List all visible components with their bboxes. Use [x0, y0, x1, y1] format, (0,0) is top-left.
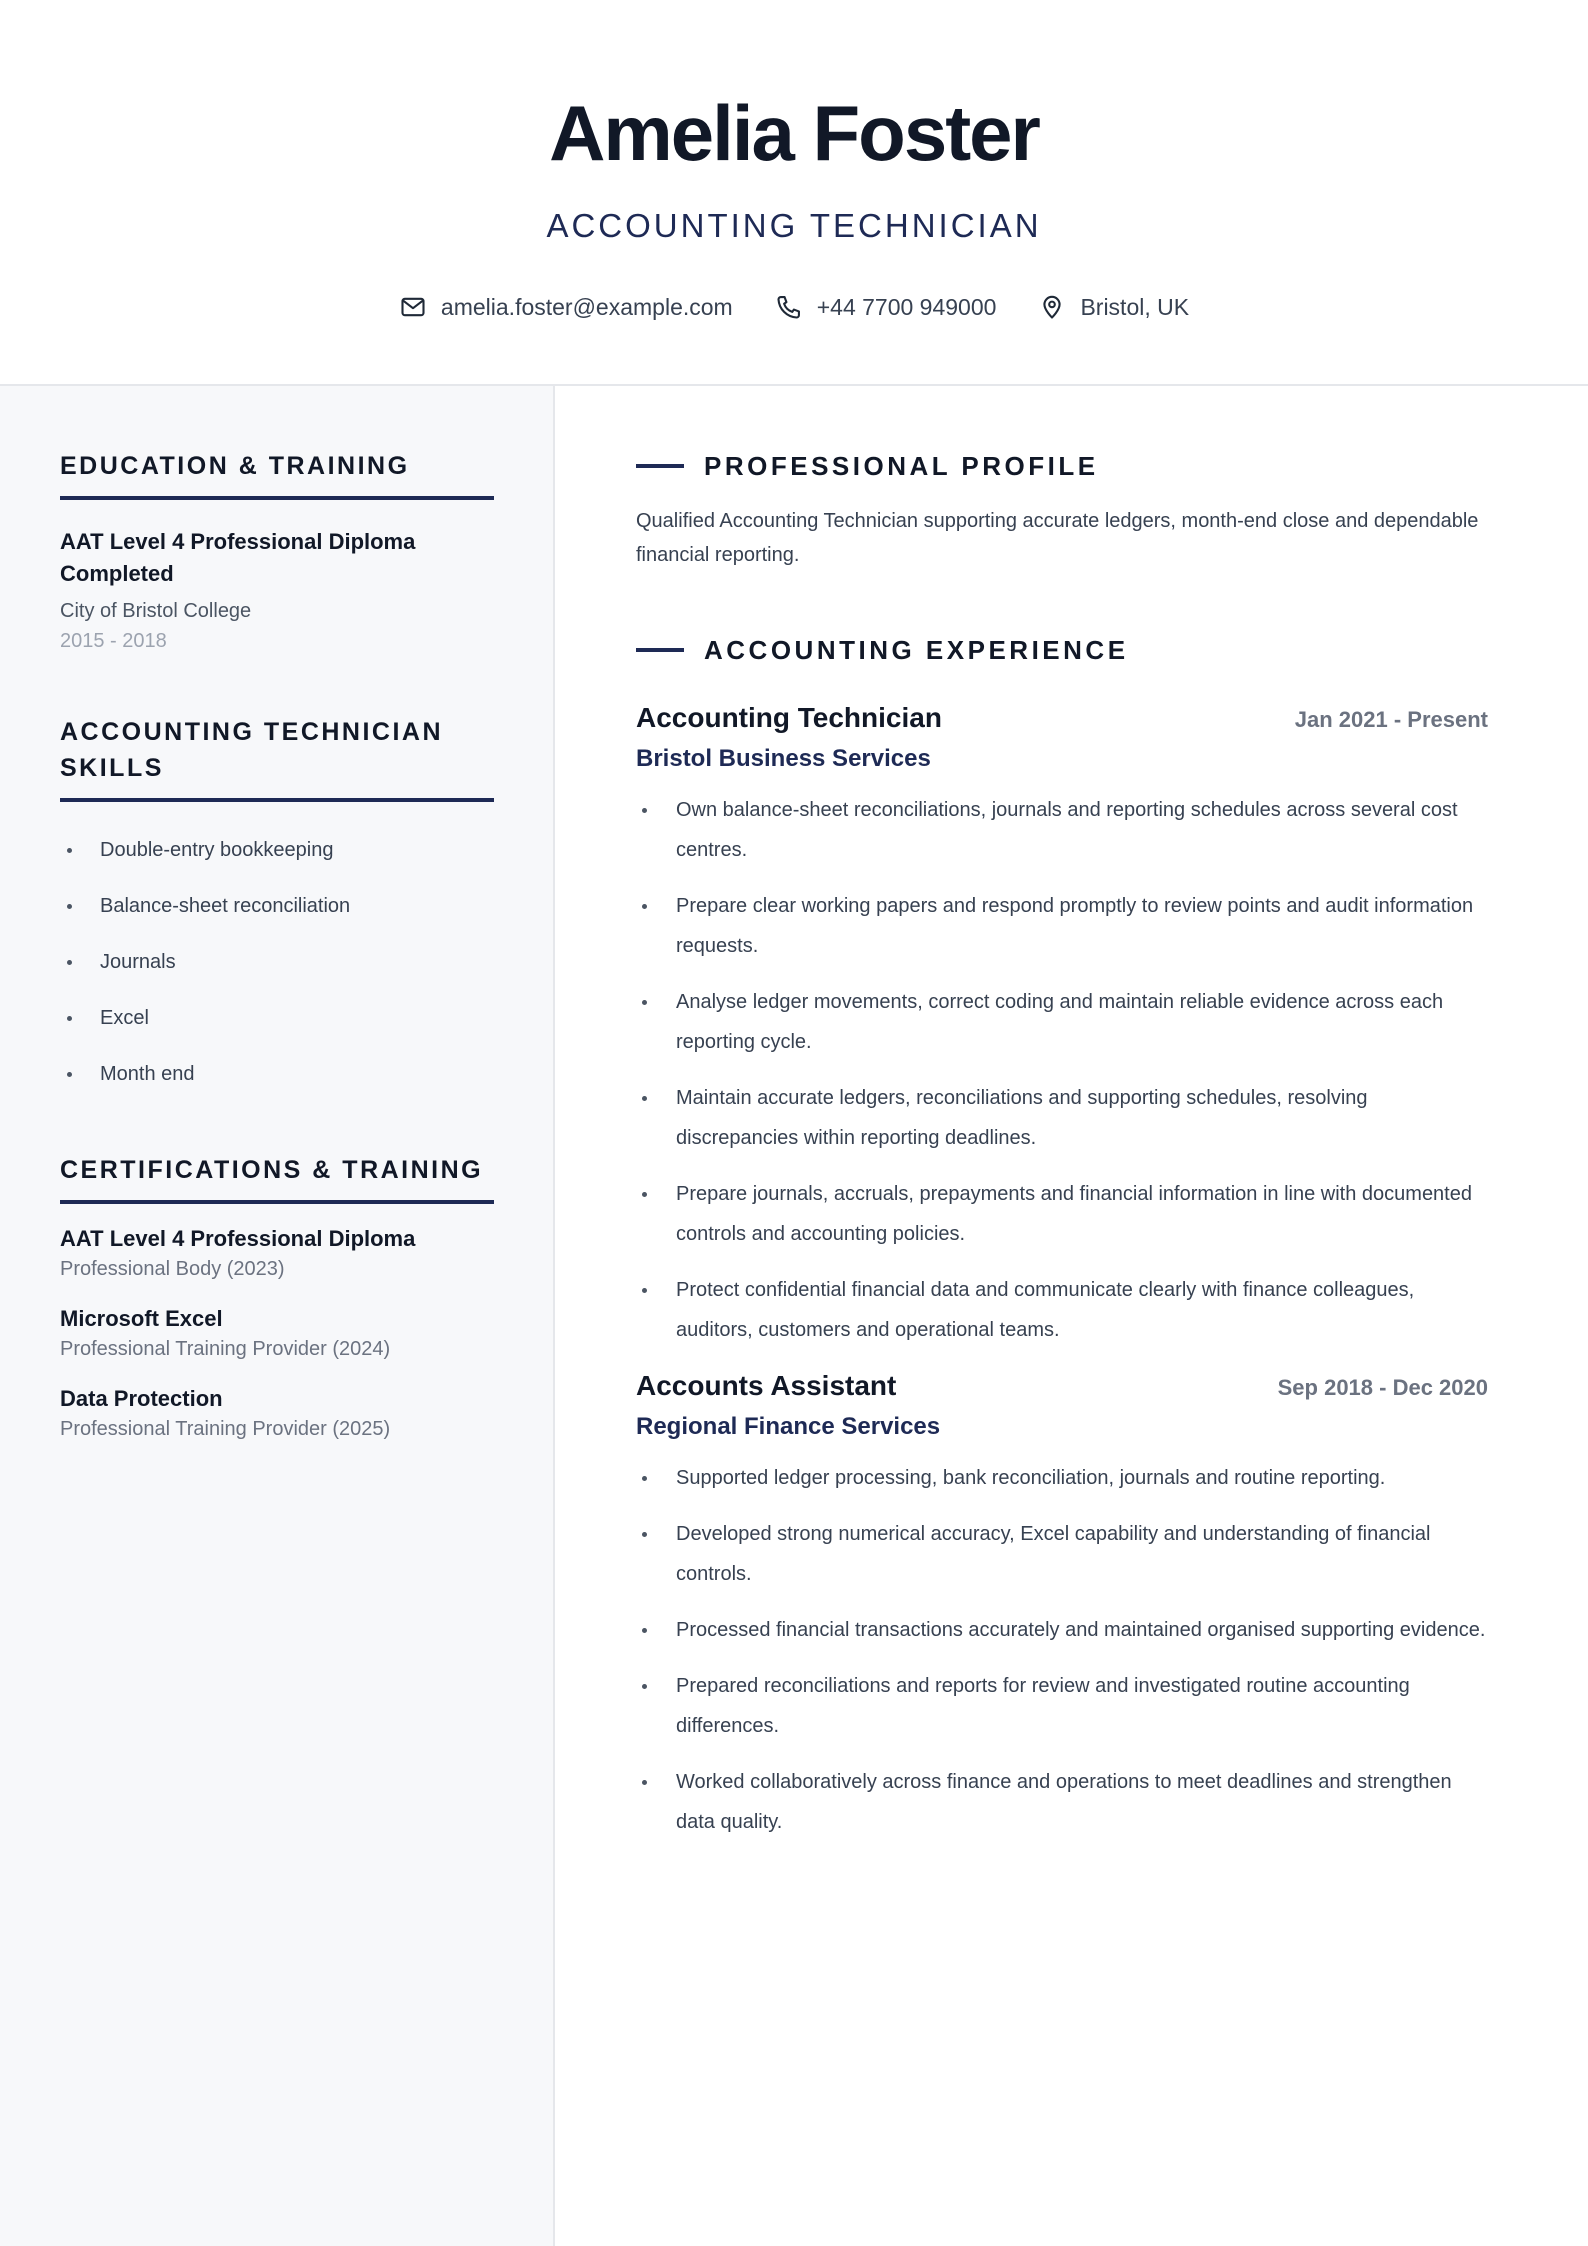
job-bullet: Developed strong numerical accuracy, Excel capability and understanding of financial controls.	[636, 1514, 1488, 1594]
job-entry	[636, 698, 1488, 1350]
job-dates: Jan 2021 - Present	[1294, 707, 1488, 732]
contact-phone[interactable]	[775, 290, 997, 324]
cert-item	[60, 1384, 494, 1444]
job-bullets	[636, 790, 1488, 1350]
phone-text: +44 7700 949000	[816, 294, 997, 320]
job-dates: Sep 2018 - Dec 2020	[1277, 1375, 1488, 1400]
job-bullet: Protect confidential financial data and communicate clearly with finance colleagues, auditors, customers and operational teams.	[636, 1270, 1488, 1350]
job-bullet: Prepared reconciliations and reports for review and investigated routine accounting differences.	[636, 1666, 1488, 1746]
location-pin-icon	[1038, 293, 1066, 321]
skills-title: ACCOUNTING TECHNICIAN SKILLS	[60, 714, 494, 802]
cert-name: Data Protection	[60, 1386, 223, 1411]
candidate-name: Amelia Foster	[549, 89, 1039, 177]
mail-icon	[399, 293, 427, 321]
skills-section	[60, 714, 494, 1102]
job-title: Accounting Technician	[636, 702, 942, 733]
cert-meta: Professional Training Provider (2024)	[60, 1338, 391, 1360]
job-bullet: Supported ledger processing, bank reconciliation, journals and routine reporting.	[636, 1458, 1488, 1498]
job-bullet: Prepare clear working papers and respond promptly to review points and audit information requests.	[636, 886, 1488, 966]
job-header	[636, 698, 1488, 738]
main-content	[636, 386, 1488, 1858]
education-section	[60, 448, 494, 656]
certifications-section	[60, 1152, 494, 1444]
job-bullet: Prepare journals, accruals, prepayments and financial information in line with documented controls and accounting policies.	[636, 1174, 1488, 1254]
profile-text: Qualified Accounting Technician supporting accurate ledgers, month-end close and dependable financial reporting.	[636, 510, 1479, 566]
skill-item: Journals	[60, 934, 494, 990]
job-bullet: Maintain accurate ledgers, reconciliations and supporting schedules, resolving discrepancies within reporting deadlines.	[636, 1078, 1488, 1158]
job-bullet: Processed financial transactions accurately and maintained organised supporting evidence.	[636, 1610, 1488, 1650]
education-years: 2015 - 2018	[60, 630, 167, 652]
job-bullet: Own balance-sheet reconciliations, journals and reporting schedules across several cost centres.	[636, 790, 1488, 870]
phone-icon	[775, 293, 803, 321]
cert-name: AAT Level 4 Professional Diploma	[60, 1226, 416, 1251]
job-title: Accounts Assistant	[636, 1370, 897, 1401]
skill-item: Double-entry bookkeeping	[60, 822, 494, 878]
education-degree: AAT Level 4 Professional Diploma Completed	[60, 529, 416, 586]
experience-title: ACCOUNTING EXPERIENCE	[704, 635, 1129, 665]
contact-location	[1038, 290, 1189, 324]
cert-meta: Professional Body (2023)	[60, 1258, 285, 1280]
heading-rule	[636, 464, 684, 468]
sidebar	[0, 386, 555, 2246]
job-bullets	[636, 1458, 1488, 1842]
skill-item: Balance-sheet reconciliation	[60, 878, 494, 934]
job-company: Bristol Business Services	[636, 745, 931, 772]
skill-item: Month end	[60, 1046, 494, 1102]
job-entry	[636, 1366, 1488, 1842]
cert-meta: Professional Training Provider (2025)	[60, 1418, 391, 1440]
cert-item	[60, 1224, 494, 1284]
cert-item	[60, 1304, 494, 1364]
contact-email[interactable]	[399, 290, 733, 324]
contact-bar	[0, 290, 1588, 324]
skill-item: Excel	[60, 990, 494, 1046]
education-title: EDUCATION & TRAINING	[60, 448, 494, 500]
candidate-role: ACCOUNTING TECHNICIAN	[546, 207, 1042, 244]
job-bullet: Worked collaboratively across finance and operations to meet deadlines and strengthen data quality.	[636, 1762, 1488, 1842]
job-bullet: Analyse ledger movements, correct coding and maintain reliable evidence across each reporting cycle.	[636, 982, 1488, 1062]
job-header	[636, 1366, 1488, 1406]
skills-list	[60, 822, 494, 1102]
profile-heading	[636, 448, 1488, 484]
resume-header	[0, 0, 1588, 386]
profile-title: PROFESSIONAL PROFILE	[704, 451, 1099, 481]
cert-name: Microsoft Excel	[60, 1306, 223, 1331]
email-text: amelia.foster@example.com	[440, 294, 733, 320]
experience-heading	[636, 632, 1488, 668]
location-text: Bristol, UK	[1080, 294, 1190, 320]
education-school: City of Bristol College	[60, 600, 252, 622]
certifications-title: CERTIFICATIONS & TRAINING	[60, 1152, 494, 1204]
profile-section	[636, 448, 1488, 572]
job-company: Regional Finance Services	[636, 1413, 941, 1440]
experience-section	[636, 632, 1488, 1842]
heading-rule	[636, 648, 684, 652]
